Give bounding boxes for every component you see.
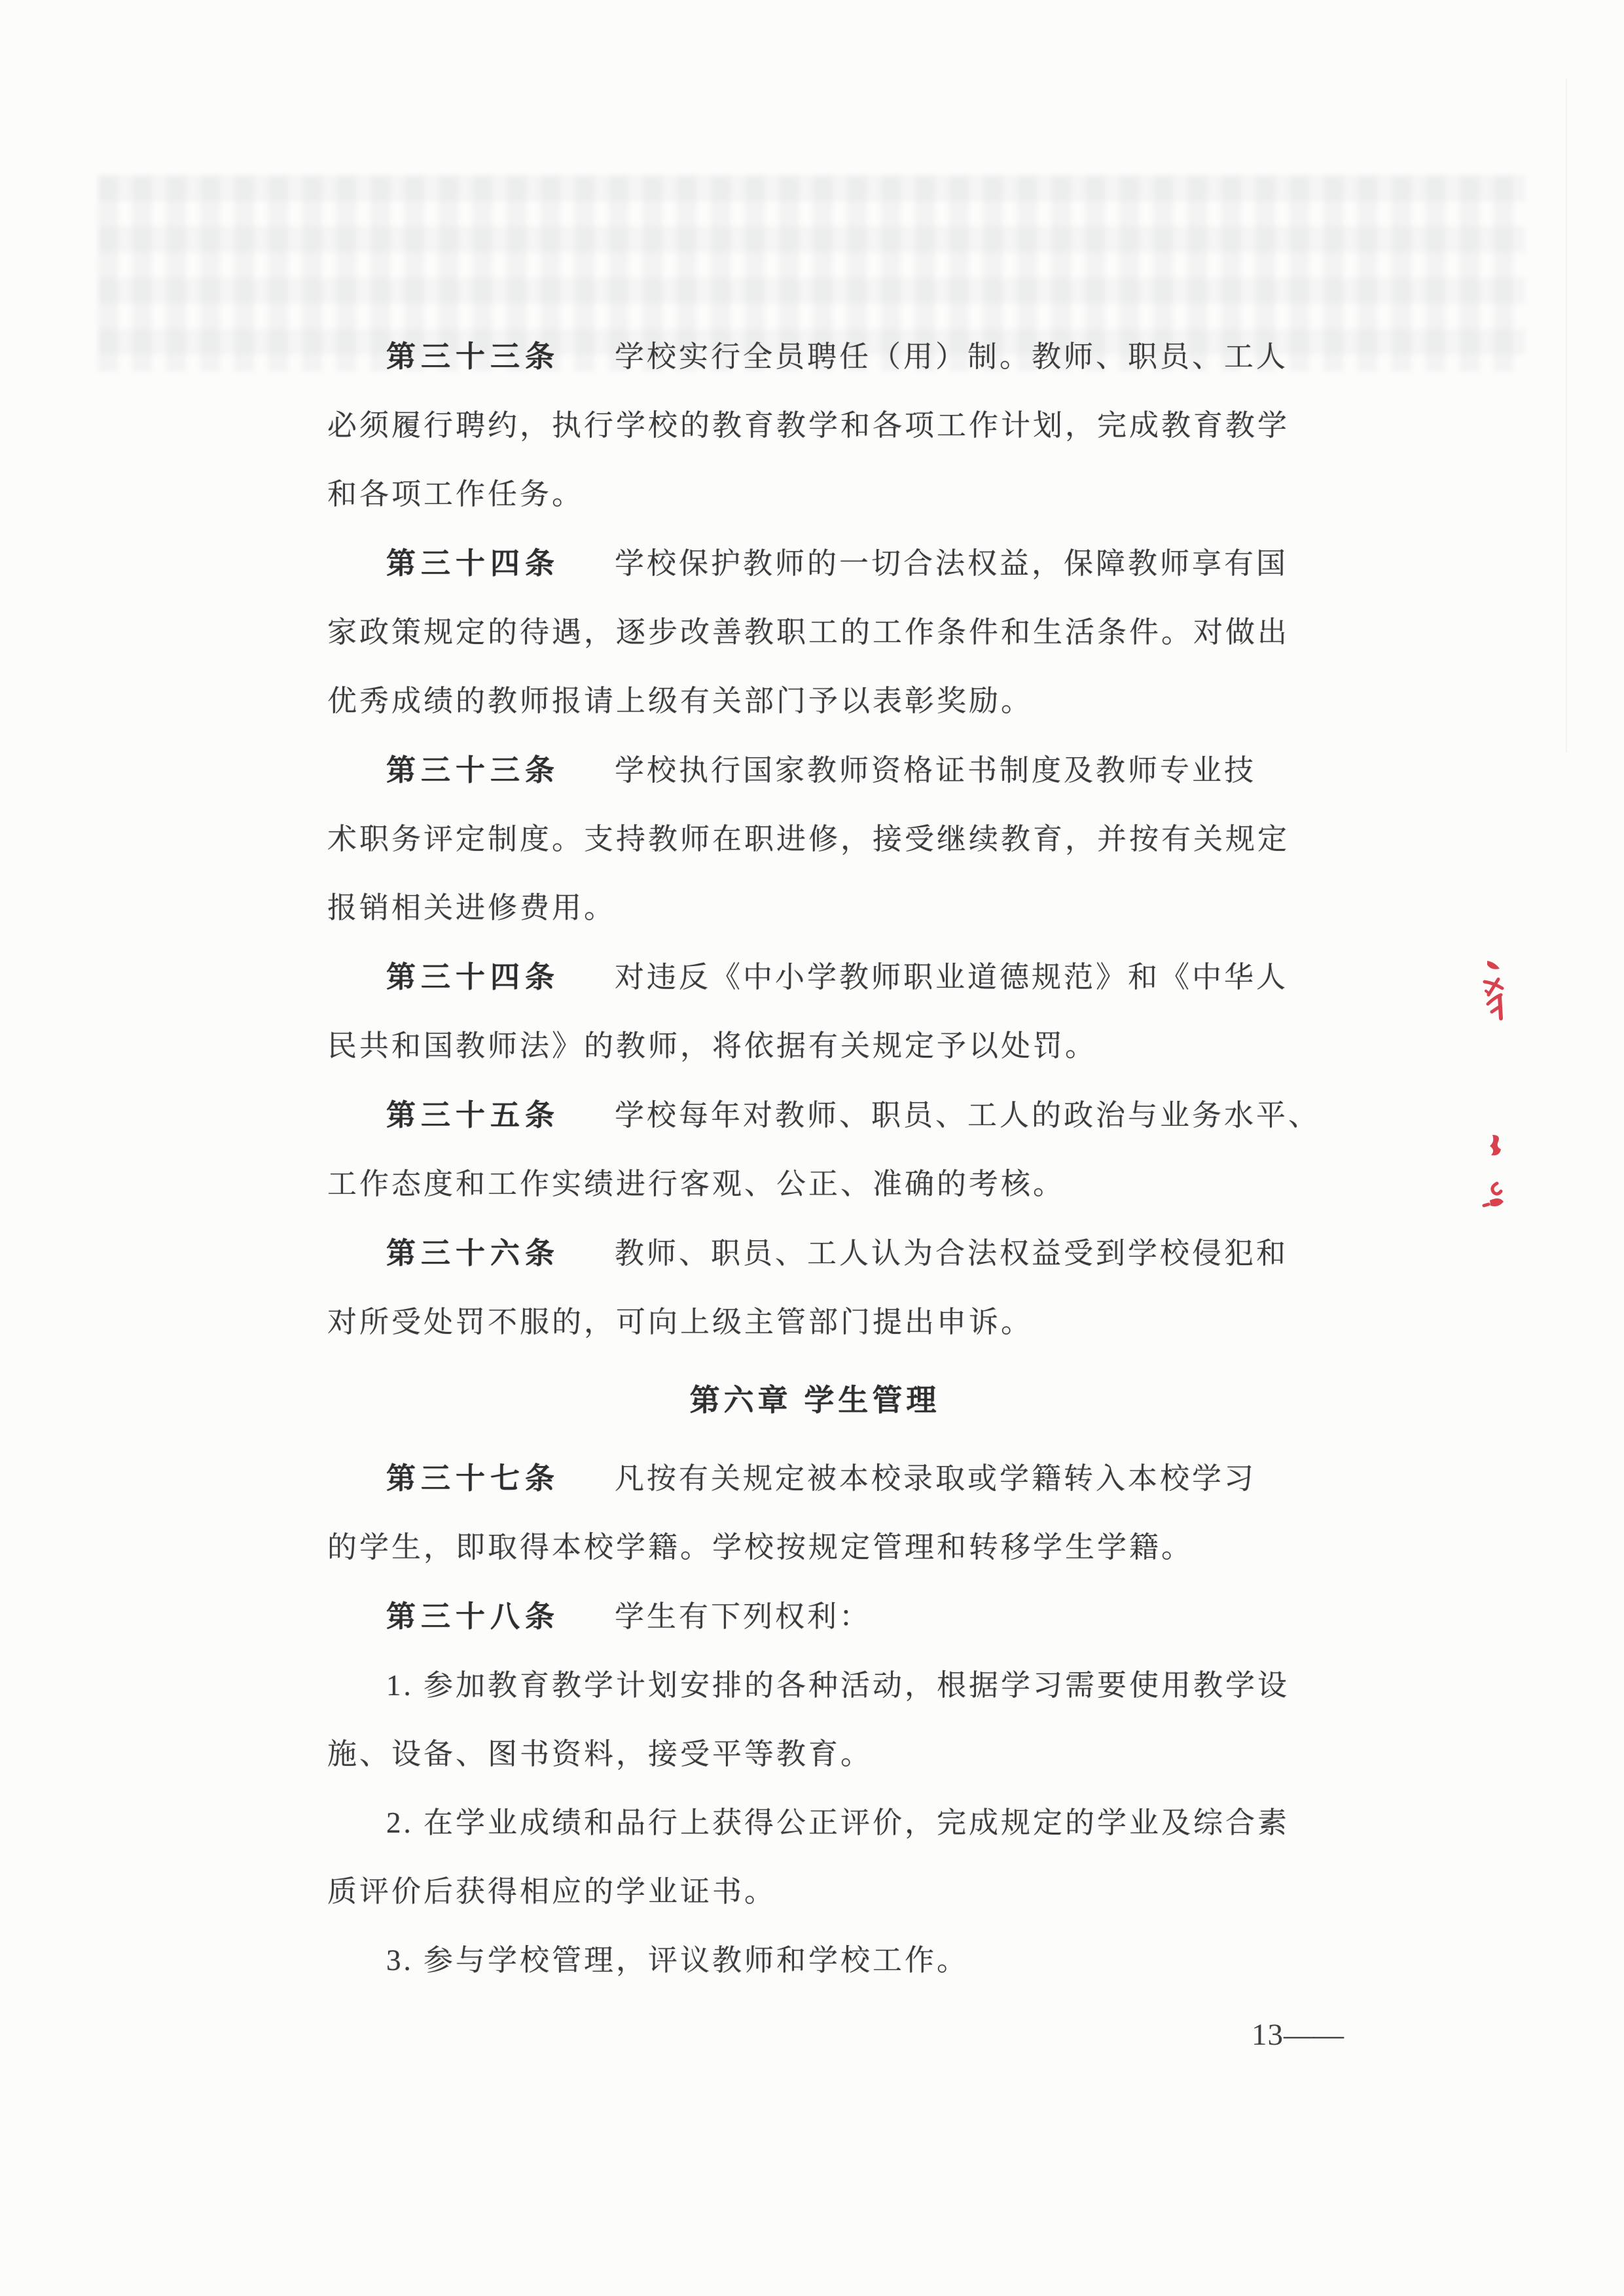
article-number: 第三十四条 — [386, 547, 560, 580]
article-number: 第三十四条 — [386, 960, 560, 994]
article-paragraph — [327, 1582, 1303, 1651]
text-line: 3. 参与学校管理，评议教师和学校工作。 — [386, 1944, 969, 1977]
text-line — [327, 1081, 1321, 1150]
article-number: 第三十六条 — [386, 1236, 560, 1270]
numbered-item — [327, 1926, 1303, 1995]
text-line: 的学生，即取得本校学籍。学校按规定管理和转移学生学籍。 — [327, 1531, 1194, 1564]
text-line: 和各项工作任务。 — [327, 478, 585, 511]
document-body — [327, 322, 1321, 1995]
text-line — [327, 1582, 1303, 1651]
text-line: 工作态度和工作实绩进行客观、公正、准确的考核。 — [327, 1168, 1066, 1200]
text-line: 术职务评定制度。支持教师在职进修，接受继续教育，并按有关规定 — [327, 823, 1290, 855]
red-ink-fragment-upper-icon — [1482, 956, 1507, 1022]
article-number: 第三十七条 — [386, 1462, 560, 1495]
text-line — [327, 942, 1303, 1012]
page-number-dash: —— — [1284, 2018, 1343, 2052]
article-paragraph — [327, 529, 1303, 736]
text-line: 质评价后获得相应的学业证书。 — [327, 1875, 777, 1908]
article-paragraph — [327, 1081, 1321, 1219]
scan-edge-line — [1566, 79, 1567, 753]
article-text: 学校执行国家教师资格证书制度及教师专业技 — [615, 754, 1257, 787]
text-line: 2. 在学业成绩和品行上获得公正评价，完成规定的学业及综合素 — [386, 1806, 1290, 1839]
article-paragraph — [327, 1444, 1303, 1582]
text-line: 必须履行聘约，执行学校的教育教学和各项工作计划，完成教育教学 — [327, 409, 1290, 442]
chapter-heading: 第六章 学生管理 — [689, 1383, 941, 1417]
text-line: 施、设备、图书资料，接受平等教育。 — [327, 1738, 873, 1770]
article-paragraph — [327, 736, 1303, 942]
article-number: 第三十五条 — [386, 1098, 560, 1132]
article-text: 教师、职员、工人认为合法权益受到学校侵犯和 — [615, 1237, 1289, 1270]
page-number-digits: 13 — [1252, 2018, 1284, 2052]
article-text: 学校实行全员聘任（用）制。教师、职员、工人 — [615, 340, 1289, 373]
text-line — [327, 736, 1303, 805]
text-line: 民共和国教师法》的教师，将依据有关规定予以处罚。 — [327, 1030, 1098, 1062]
article-text: 学校每年对教师、职员、工人的政治与业务水平、 — [615, 1099, 1321, 1132]
text-line: 1. 参加教育教学计划安排的各种活动，根据学习需要使用教学设 — [386, 1669, 1290, 1702]
red-ink-fragment-lower-icon — [1482, 1134, 1507, 1215]
article-text: 学校保护教师的一切合法权益，保障教师享有国 — [615, 547, 1289, 580]
text-line — [327, 1219, 1303, 1288]
numbered-item — [327, 1651, 1303, 1789]
article-text: 对违反《中小学教师职业道德规范》和《中华人 — [615, 961, 1289, 994]
article-number: 第三十三条 — [386, 340, 560, 373]
text-line — [327, 322, 1303, 391]
article-paragraph — [327, 322, 1303, 529]
text-line: 家政策规定的待遇，逐步改善教职工的工作条件和生活条件。对做出 — [327, 616, 1290, 649]
article-text: 学生有下列权利： — [615, 1600, 872, 1633]
page-number — [1252, 2017, 1343, 2053]
text-line: 报销相关进修费用。 — [327, 891, 617, 924]
article-number: 第三十八条 — [386, 1600, 560, 1633]
numbered-item — [327, 1789, 1303, 1926]
article-paragraph — [327, 942, 1303, 1081]
article-number: 第三十三条 — [386, 753, 560, 787]
article-text: 凡按有关规定被本校录取或学籍转入本校学习 — [615, 1462, 1257, 1495]
text-line: 对所受处罚不服的，可向上级主管部门提出申诉。 — [327, 1306, 1034, 1338]
text-line: 优秀成绩的教师报请上级有关部门予以表彰奖励。 — [327, 685, 1034, 717]
text-line — [327, 529, 1303, 598]
text-line — [327, 1444, 1303, 1513]
article-paragraph — [327, 1219, 1303, 1357]
